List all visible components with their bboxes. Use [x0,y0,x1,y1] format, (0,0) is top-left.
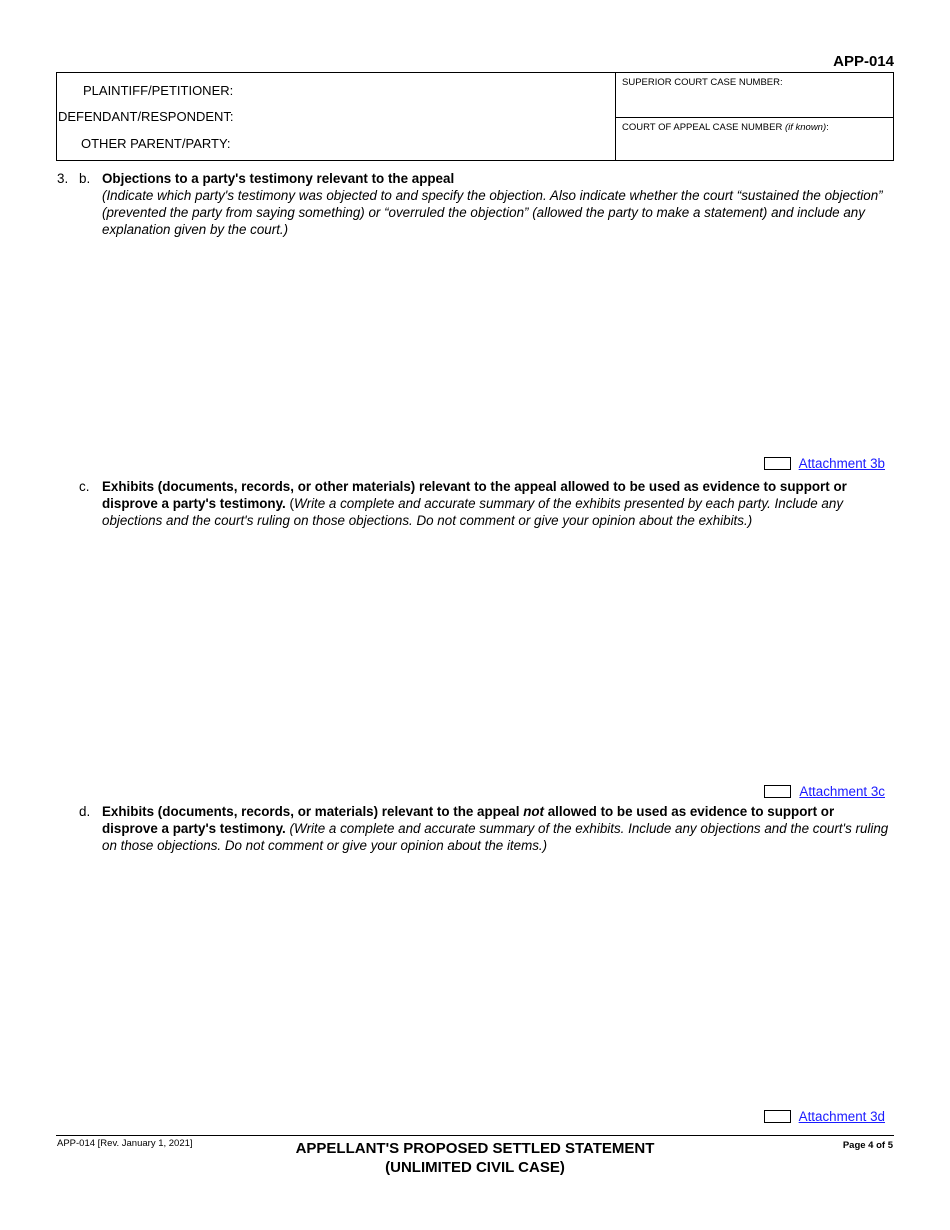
case-numbers-cell [615,73,893,160]
section-3d-instructions: (Write a complete and accurate summary of the exhibits. Include any objections and the court's ruling on those objections. Do not comment or give your opinion about the items.) [102,821,889,853]
section-3d-heading-part1: Exhibits (documents, records, or materials) relevant to the appeal [102,804,524,819]
other-party-label: OTHER PARENT/PARTY: [81,136,231,151]
section-3b-text [102,170,892,238]
section-3d-response-area[interactable] [0,858,950,1102]
attachment-3b-checkbox[interactable] [764,457,791,470]
section-3c-paren: ( [285,496,294,511]
attachment-3b [764,456,885,471]
plaintiff-label: PLAINTIFF/PETITIONER: [83,83,234,98]
section-3c-text [102,478,892,529]
item-number: 3. [57,171,69,186]
section-3c-response-area[interactable] [0,532,950,778]
attachment-3c-link[interactable]: Attachment 3c [799,784,885,799]
attachment-3c [764,784,885,799]
form-id: APP-014 [833,53,894,70]
item-letter-b: b. [79,171,91,186]
attachment-3d-checkbox[interactable] [764,1110,791,1123]
footer-divider [56,1135,894,1136]
court-of-appeal-case-number-field[interactable] [616,118,893,133]
if-known-note: (if known) [784,122,827,133]
attachment-3c-checkbox[interactable] [764,785,791,798]
section-3d-text [102,803,892,854]
form-title-line1: APPELLANT'S PROPOSED SETTLED STATEMENT [295,1140,655,1157]
section-3b-instructions: (Indicate which party's testimony was objected to and specify the objection. Also indicate whether the court “sustained the objection” (prevented the party from saying something) or “overruled the objection” (allowed the party to make a statement) and include any explanation given by the court.) [102,188,883,237]
superior-court-case-number-label: SUPERIOR COURT CASE NUMBER: [622,77,783,88]
form-revision: APP-014 [Rev. January 1, 2021] [57,1138,193,1149]
attachment-3d [764,1109,885,1124]
attachment-3b-link[interactable]: Attachment 3b [798,456,885,471]
defendant-label: DEFENDANT/RESPONDENT: [58,109,234,124]
section-3d-heading-part2: allowed to be used as evidence to support or disprove a party's testimony. [102,804,835,836]
form-title-line2: (UNLIMITED CIVIL CASE) [385,1159,565,1176]
item-letter-d: d. [79,804,91,819]
case-caption [56,72,894,161]
item-letter-c: c. [79,479,90,494]
section-3c-heading: Exhibits (documents, records, or other materials) relevant to the appeal allowed to be used as evidence to support or disprove a party's testimony. [102,479,847,511]
superior-court-case-number-field[interactable] [616,73,893,118]
section-3c-instructions: Write a complete and accurate summary of the exhibits presented by each party. Include any objections and the court's ruling on those objections. Do not comment or give your opinion about the exhibits.) [102,496,844,528]
form-title [0,1139,950,1177]
section-3b-heading: Objections to a party's testimony relevant to the appeal [102,171,455,186]
appeal-label-colon: : [826,122,829,133]
party-names-cell [57,73,615,160]
section-3b-response-area[interactable] [0,241,950,451]
section-3d-heading-not: not [523,804,545,819]
attachment-3d-link[interactable]: Attachment 3d [798,1109,885,1124]
court-of-appeal-case-number-label: COURT OF APPEAL CASE NUMBER [622,122,785,133]
page-number: Page 4 of 5 [842,1140,893,1151]
